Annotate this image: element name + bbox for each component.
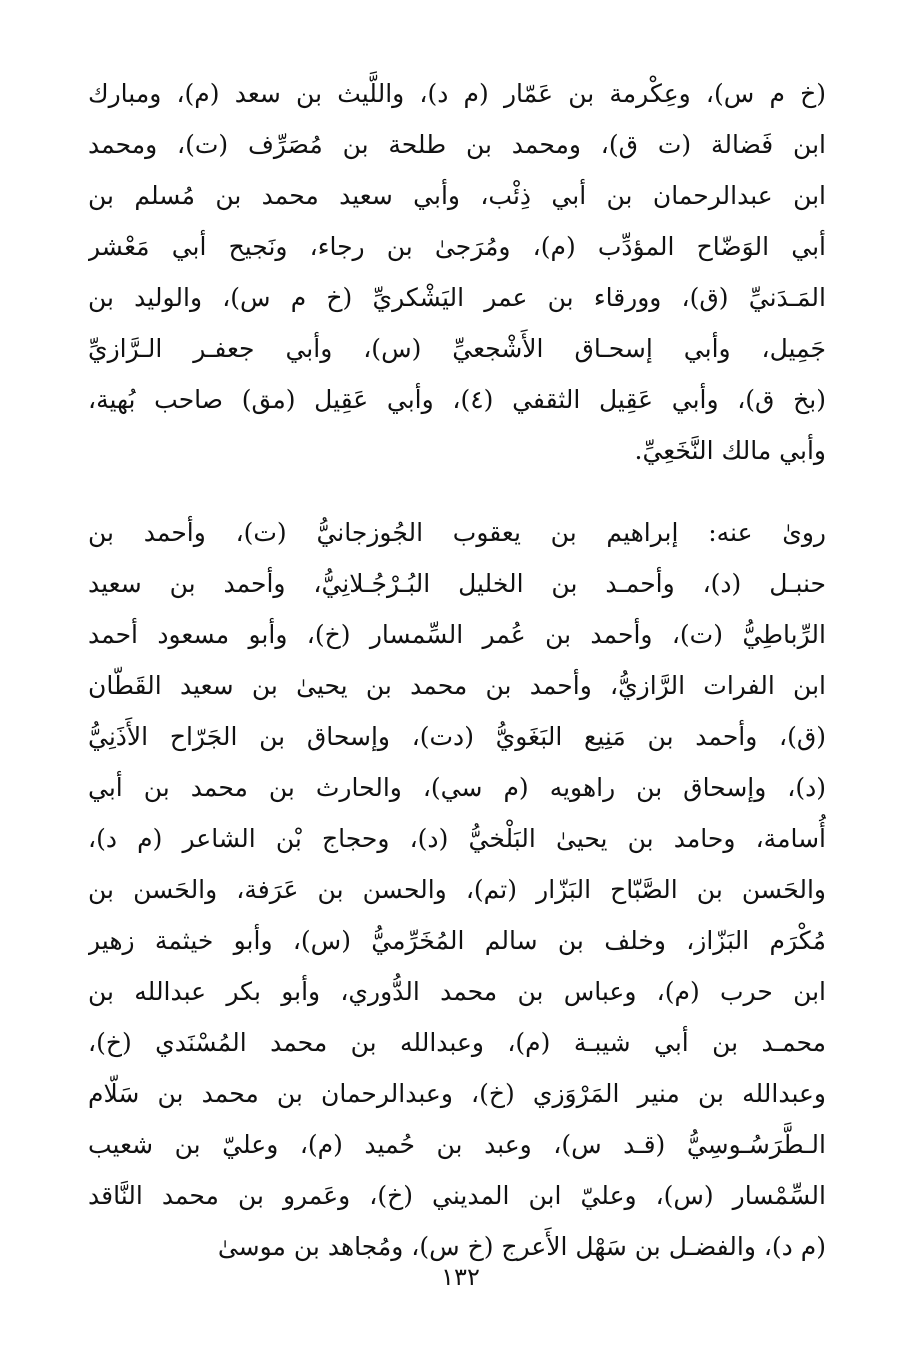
text-line: المَـدَنيِّ (ق)، وورقاء بن عمر اليَشْكريِّ (خ م س)، والوليد بن bbox=[88, 283, 826, 312]
text-line: (بخ ق)، وأبي عَقِيل الثقفي (٤)، وأبي عَقِيل (مق) صاحب بُهية، bbox=[88, 385, 826, 414]
text-line: ابن فَضالة (ت ق)، ومحمد بن طلحة بن مُصَرِّف (ت)، ومحمد bbox=[88, 130, 826, 159]
text-line: أُسامة، وحامد بن يحيىٰ البَلْخيُّ (د)، وحجاج بْن الشاعر (م د)، bbox=[88, 824, 826, 853]
text-line: (ق)، وأحمد بن مَنِيع البَغَويُّ (دت)، وإسحاق بن الجَرّاح الأَذَنِيُّ bbox=[88, 722, 826, 751]
paragraph-narrated-by bbox=[88, 507, 826, 1272]
text-line: السِّمْسار (س)، وعليّ ابن المديني (خ)، وعَمرو بن محمد النَّاقد bbox=[88, 1181, 826, 1210]
text-line: وأبي مالك النَّخَعِيِّ. bbox=[634, 436, 826, 465]
text-line: محمـد بن أبي شيبـة (م)، وعبدالله بن محمد المُسْنَدي (خ)، bbox=[88, 1028, 826, 1057]
paragraph-narrated-from bbox=[88, 68, 826, 476]
text-line: مُكْرَم البَزّاز، وخلف بن سالم المُخَرِّميُّ (س)، وأبو خيثمة زهير bbox=[88, 926, 826, 955]
text-line: ابن الفرات الرَّازيُّ، وأحمد بن محمد بن يحيىٰ بن سعيد القَطّان bbox=[88, 671, 826, 700]
text-line: (م د)، والفضـل بن سَهْل الأَعرج (خ س)، ومُجاهد بن موسىٰ bbox=[217, 1232, 826, 1261]
text-line: (خ م س)، وعِكْرمة بن عَمّار (م د)، واللَّيث بن سعد (م)، ومبارك bbox=[88, 79, 826, 108]
text-line: ابن عبدالرحمان بن أبي ذِئْب، وأبي سعيد محمد بن مُسلم بن bbox=[88, 181, 826, 210]
text-line: وعبدالله بن منير المَرْوَزي (خ)، وعبدالرحمان بن محمد بن سَلّام bbox=[88, 1079, 826, 1108]
text-line: حنبـل (د)، وأحمـد بن الخليل البُـرْجُـلانِيُّ، وأحمد بن سعيد bbox=[88, 569, 826, 598]
text-line: جَمِيل، وأبي إسحـاق الأَشْجعيِّ (س)، وأبي جعفـر الـرَّازيِّ bbox=[88, 334, 826, 363]
paragraph-gap bbox=[88, 476, 826, 507]
page-body bbox=[88, 68, 826, 1272]
page-number: ١٣٢ bbox=[441, 1263, 480, 1291]
text-line: رویٰ عنه: إبراهيم بن يعقوب الجُوزجانيُّ (ت)، وأحمد بن bbox=[88, 518, 826, 547]
text-line: ابن حرب (م)، وعباس بن محمد الدُّوري، وأبو بكر عبدالله بن bbox=[88, 977, 826, 1006]
text-line: الـطَّرَسُـوسِيُّ (قـد س)، وعبد بن حُميد (م)، وعليّ بن شعيب bbox=[88, 1130, 826, 1159]
text-line: والحَسن بن الصَّبّاح البَزّار (تم)، والحسن بن عَرَفة، والحَسن بن bbox=[88, 875, 826, 904]
text-line: الرِّباطِيُّ (ت)، وأحمد بن عُمر السِّمسار (خ)، وأبو مسعود أحمد bbox=[88, 620, 826, 649]
text-line: (د)، وإسحاق بن راهويه (م سي)، والحارث بن محمد بن أبي bbox=[88, 773, 826, 802]
text-line: أبي الوَضّاح المؤدِّب (م)، ومُرَجىٰ بن رجاء، ونَجيح أبي مَعْشر bbox=[88, 232, 826, 261]
